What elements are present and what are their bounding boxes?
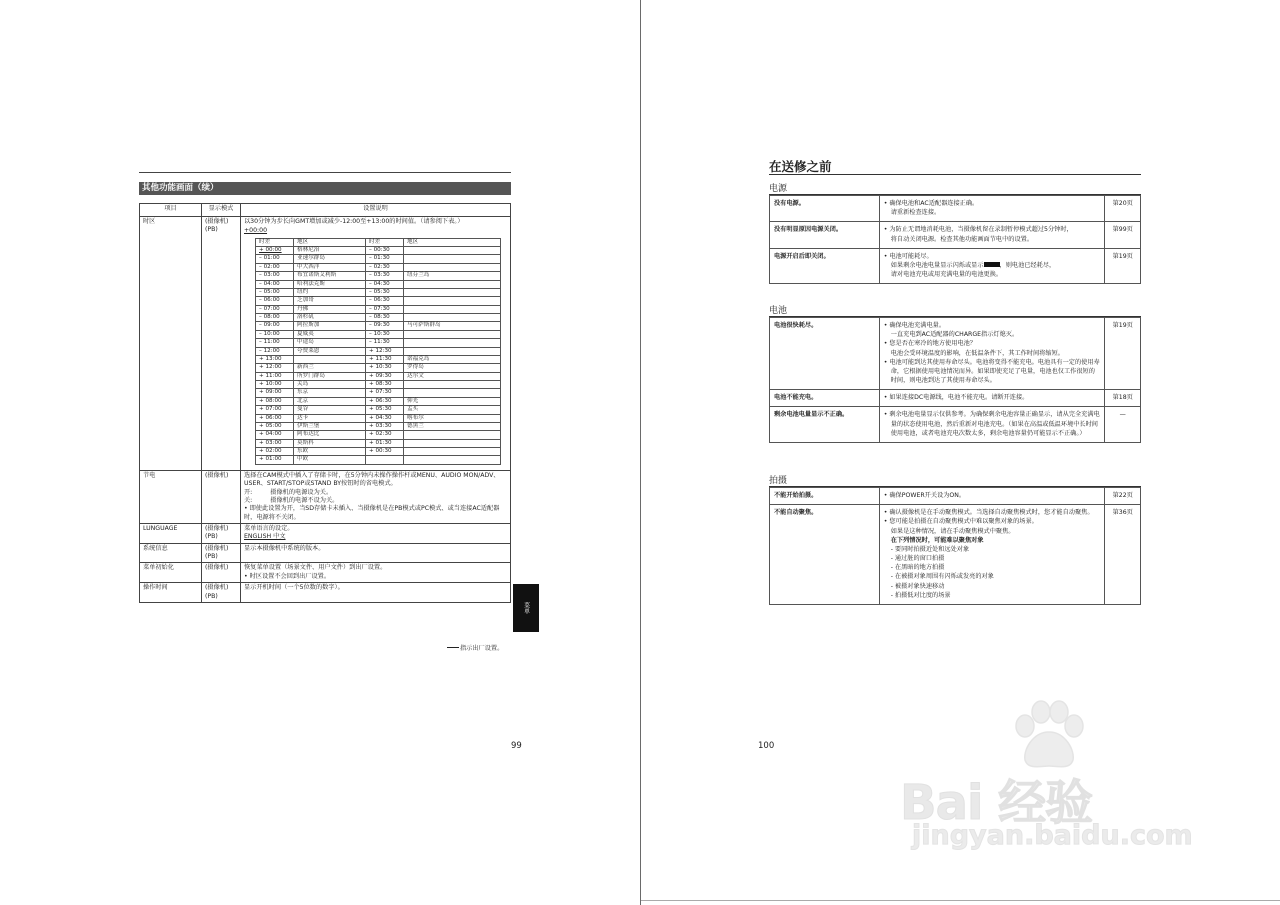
solution-line: ，则电池已经耗尽， — [999, 261, 1056, 269]
tz-region — [404, 297, 501, 305]
tz-region — [404, 439, 501, 447]
solution-line: 电池会受环境温度的影响，在低温条件下，其工作时间将缩短。 — [890, 349, 1064, 357]
tz-region — [404, 339, 501, 347]
tz-offset: – 03:30 — [366, 272, 404, 280]
solution-line: 如果剩余电池电量显示闪烁或显示 — [890, 261, 984, 269]
tz-region: 北京 — [294, 397, 366, 405]
tz-region — [404, 448, 501, 456]
solution-line: • 确认摄像机是在手动聚焦模式。当选择自动聚焦模式时，您才能自动聚焦。 — [884, 508, 1101, 517]
tz-offset: – 07:00 — [256, 305, 294, 313]
tz-offset: – 03:00 — [256, 272, 294, 280]
baidu-paw-icon — [1003, 700, 1093, 772]
power-save-on — [244, 489, 507, 497]
tz-offset: + 11:30 — [366, 355, 404, 363]
tz-region: 东京 — [294, 389, 366, 397]
tz-offset: + 12:00 — [256, 364, 294, 372]
solution-cell — [879, 390, 1105, 407]
tz-region: 伊斯兰堡 — [294, 422, 366, 430]
table-row — [770, 488, 1141, 505]
item-menu-init: 菜单初始化 — [140, 563, 202, 583]
tz-region: 中大西洋 — [294, 263, 366, 271]
tz-offset: – 02:00 — [256, 263, 294, 271]
page-ref: 第22页 — [1105, 488, 1141, 505]
solution-line: - 在被摄对象周围有闪烁或发亮的对象 — [890, 573, 994, 581]
tz-region: 哈利法克斯 — [294, 280, 366, 288]
tz-region — [404, 288, 501, 296]
solution-line: • 剩余电池电量显示仅供参考。为确保剩余电池容量正确显示，请从完全充满电量的状态使用电池，然后重新对电池充电。（如果在高温或低温环境中长时间使用电池，或者电池充电次数太多，剩余电池容量仍可能显示不正确。） — [884, 410, 1101, 438]
timezone-row — [256, 448, 501, 456]
tz-region: 丹佛 — [294, 305, 366, 313]
timezone-table-header — [256, 238, 501, 246]
underline-mark — [447, 647, 459, 648]
mode-cell — [202, 524, 241, 544]
page-ref: 第20页 — [1105, 196, 1141, 222]
tz-offset: + 09:30 — [366, 372, 404, 380]
table-header-row — [140, 204, 511, 217]
off-desc: 摄像机的电源不设为关。 — [270, 496, 339, 504]
mode-pb: (PB) — [205, 226, 218, 234]
title-rule — [769, 174, 1141, 175]
tz-offset: + 01:00 — [256, 456, 294, 464]
tz-region: 所罗门群岛 — [294, 372, 366, 380]
table-row — [770, 196, 1141, 222]
solution-line: 将自动关闭电源。检查其他功能画面节电中的设置。 — [890, 235, 1034, 243]
solution-line: • 确保电池和AC适配器连接正确。 — [884, 199, 1101, 208]
tz-offset: + 03:00 — [256, 439, 294, 447]
tz-region — [294, 355, 366, 363]
menu-init-note: • 时区设置不会回到出厂设置。 — [244, 572, 331, 580]
tz-region: 喀布尔 — [404, 414, 501, 422]
page-ref: 第19页 — [1105, 248, 1141, 284]
shooting-table — [769, 487, 1141, 605]
tz-offset: – 06:00 — [256, 297, 294, 305]
tz-region: 德黑兰 — [404, 422, 501, 430]
tz-region: 仰光 — [404, 397, 501, 405]
tz-region: 孟买 — [404, 406, 501, 414]
tz-offset: – 04:00 — [256, 280, 294, 288]
tz-region: 夏威夷 — [294, 330, 366, 338]
language-desc-cell — [241, 524, 511, 544]
timezone-row — [256, 272, 501, 280]
mode-pb: (PB) — [205, 533, 218, 541]
tz-region: 洛杉矶 — [294, 314, 366, 322]
tz-region: 纽芬兰岛 — [404, 272, 501, 280]
operation-time-desc: 显示开机时间（一个5位数的数字）。 — [241, 583, 511, 603]
timezone-row — [256, 314, 501, 322]
tz-region: 新西兰 — [294, 364, 366, 372]
solution-line: • 您可能是拍摄在自动聚焦模式中难以聚焦对象的场景。 — [884, 517, 1101, 526]
page-number: 100 — [758, 741, 775, 751]
tz-offset: + 08:00 — [256, 397, 294, 405]
tz-col-offset: 时差 — [366, 238, 404, 246]
tz-offset: + 05:00 — [256, 422, 294, 430]
solution-line: 请重新检查连接。 — [890, 209, 941, 217]
factory-default-text: 指示出厂设置。 — [460, 645, 504, 652]
tz-col-region: 地区 — [404, 238, 501, 246]
table-row — [770, 390, 1141, 407]
timezone-row — [256, 389, 501, 397]
menu-init-desc-cell — [241, 563, 511, 583]
page-ref: — — [1105, 407, 1141, 443]
tz-region: 东欧 — [294, 448, 366, 456]
tz-region — [404, 305, 501, 313]
off-label: 关: — [244, 496, 253, 504]
timezone-row — [256, 322, 501, 330]
solution-cell — [879, 318, 1105, 390]
baidu-watermark — [900, 700, 1200, 860]
timezone-row — [256, 397, 501, 405]
tz-region: 达卡 — [294, 414, 366, 422]
tz-offset: + 02:00 — [256, 448, 294, 456]
tz-region — [404, 330, 501, 338]
language-desc: 菜单语言的设定。 — [244, 525, 294, 532]
tz-offset: + 10:00 — [256, 381, 294, 389]
tz-offset: – 00:30 — [366, 247, 404, 255]
mode-camera: (摄像机) — [205, 584, 229, 592]
tz-region: 罗得岛 — [404, 364, 501, 372]
baidu-logo-text: Bai 经验 — [900, 775, 1093, 831]
power-save-note: • 即使此设置为开，当SD存储卡未插入、当摄像机是在PB模式或PC模式、或当连接AC适配器时，电源将不关闭。 — [244, 505, 500, 521]
table-row — [770, 407, 1141, 443]
timezone-row — [256, 347, 501, 355]
solution-cell — [879, 248, 1105, 284]
problem-cell: 没有明显原因电源关闭。 — [770, 222, 880, 248]
mode-camera: (摄像机) — [205, 218, 229, 225]
mode-camera: (摄像机) — [205, 525, 229, 532]
tz-region: 布宜诺斯艾利斯 — [294, 272, 366, 280]
solution-cell — [879, 488, 1105, 505]
system-info-desc: 显示本摄像机中系统的版本。 — [241, 543, 511, 563]
tz-offset: + 06:00 — [256, 414, 294, 422]
timezone-row — [256, 305, 501, 313]
tz-col-region: 地区 — [294, 238, 366, 246]
tz-offset: + 06:30 — [366, 397, 404, 405]
tz-offset: – 04:30 — [366, 280, 404, 288]
tz-region — [404, 247, 501, 255]
tz-offset: + 08:30 — [366, 381, 404, 389]
problem-cell: 不能自动聚焦。 — [770, 505, 880, 605]
timezone-row — [256, 280, 501, 288]
tz-offset: – 06:30 — [366, 297, 404, 305]
tz-region: 夸贾莱恩 — [294, 347, 366, 355]
power-save-desc: 选择在CAM模式中插入了存储卡时，在5分钟内未操作操作杆或MENU、AUDIO MON/ADV、USER、START/STOP或STAND BY按钮时的省电模式。 — [244, 471, 500, 488]
timezone-row — [256, 439, 501, 447]
tz-offset: – 05:30 — [366, 288, 404, 296]
solution-line: - 要同时拍摄近处和远处对象 — [890, 545, 970, 553]
tz-region — [404, 347, 501, 355]
timezone-row — [256, 330, 501, 338]
tz-offset: + 00:00 — [256, 247, 294, 255]
solution-cell — [879, 196, 1105, 222]
mode-camera: (摄像机) — [205, 544, 229, 552]
solution-line: • 您是否在寒冷的地方使用电池？ — [884, 339, 1101, 348]
timezone-row — [256, 381, 501, 389]
problem-cell: 电源开启后即关闭。 — [770, 248, 880, 284]
timezone-desc: 以30分钟为步长向GMT增加或减少-12:00至+13:00的时间值。（请参阅下表。） — [244, 218, 464, 225]
tz-region: 芝加哥 — [294, 297, 366, 305]
tz-offset: – 07:30 — [366, 305, 404, 313]
page-number: 99 — [511, 741, 522, 751]
battery-heading: 电池 — [769, 306, 788, 316]
menu-init-desc: 恢复菜单设置（场景文件、用户文件）到出厂设置。 — [244, 564, 387, 572]
tz-offset: – 08:30 — [366, 314, 404, 322]
mode-camera: (摄像机) — [202, 563, 241, 583]
mode-cell — [202, 543, 241, 563]
tz-region: 曼谷 — [294, 406, 366, 414]
tz-region: 亚速尔群岛 — [294, 255, 366, 263]
timezone-row — [256, 372, 501, 380]
mode-cell — [202, 583, 241, 603]
tz-offset: + 11:00 — [256, 372, 294, 380]
timezone-row — [256, 414, 501, 422]
tz-region: 关岛 — [294, 381, 366, 389]
table-row — [770, 318, 1141, 390]
solution-line: 一直充电到AC适配器的CHARGE指示灯熄灭。 — [890, 331, 1019, 339]
solution-line: • 如果连接DC电源线，电池不能充电。请断开连接。 — [884, 393, 1101, 402]
tz-region: 达尔文 — [404, 372, 501, 380]
tz-offset: – 10:30 — [366, 330, 404, 338]
solution-line: 如果是这种情况，请在手动聚焦模式中聚焦。 — [890, 527, 1015, 535]
col-header-desc: 设置说明 — [241, 204, 511, 217]
battery-empty-icon — [984, 262, 1000, 267]
page-ref: 第99页 — [1105, 222, 1141, 248]
mode-pb: (PB) — [205, 592, 218, 600]
tz-offset: – 08:00 — [256, 314, 294, 322]
problem-cell: 电池不能充电。 — [770, 390, 880, 407]
tz-offset: + 00:30 — [366, 448, 404, 456]
tz-col-offset: 时差 — [256, 238, 294, 246]
timezone-table — [255, 238, 501, 465]
tz-offset — [366, 456, 404, 464]
page-ref: 第18页 — [1105, 390, 1141, 407]
tz-offset: – 12:00 — [256, 347, 294, 355]
shooting-heading: 拍摄 — [769, 476, 788, 486]
timezone-row — [256, 247, 501, 255]
tz-offset: – 09:00 — [256, 322, 294, 330]
item-timezone: 时区 — [140, 217, 202, 471]
table-row-timezone — [140, 217, 511, 471]
problem-cell: 剩余电池电量显示不正确。 — [770, 407, 880, 443]
solution-line: • 确保电池充满电量。 — [884, 321, 1101, 330]
page-title: 在送修之前 — [769, 159, 832, 174]
item-language: LUNGUAGE — [140, 524, 202, 544]
menu-section-tab: 菜单 — [513, 584, 539, 632]
tz-offset: + 04:00 — [256, 431, 294, 439]
tz-region: 诺福克岛 — [404, 355, 501, 363]
item-power-save: 节电 — [140, 470, 202, 523]
table-row-operation-time — [140, 583, 511, 603]
solution-line: • 电池可能耗尽。 — [884, 252, 1101, 261]
tz-offset: – 01:00 — [256, 255, 294, 263]
baidu-url: jingyan.baidu.com — [912, 820, 1193, 851]
tz-offset: + 03:30 — [366, 422, 404, 430]
tz-offset: – 10:00 — [256, 330, 294, 338]
solution-line: - 拍摄低对比度的场景 — [890, 591, 951, 599]
tz-region: 阿布达比 — [294, 431, 366, 439]
problem-cell: 没有电源。 — [770, 196, 880, 222]
solution-line: • 确保POWER开关设为ON。 — [884, 491, 1101, 500]
table-row — [770, 505, 1141, 605]
on-label: 开: — [244, 488, 253, 496]
tz-region — [404, 255, 501, 263]
solution-line: - 通过脏的窗口拍摄 — [890, 555, 945, 563]
timezone-row — [256, 288, 501, 296]
solution-cell — [879, 505, 1105, 605]
table-row-language — [140, 524, 511, 544]
solution-line: - 被摄对象快速移动 — [890, 582, 945, 590]
solution-line: 请对电池充电或用充满电量的电池更换。 — [890, 271, 1003, 279]
power-heading: 电源 — [769, 184, 788, 194]
page-ref: 第19页 — [1105, 318, 1141, 390]
factory-default-note — [447, 643, 503, 652]
tz-offset: + 10:30 — [366, 364, 404, 372]
timezone-row — [256, 263, 501, 271]
tz-region — [404, 389, 501, 397]
tz-offset: + 01:30 — [366, 439, 404, 447]
item-operation-time: 操作时间 — [140, 583, 202, 603]
tz-offset: + 12:30 — [366, 347, 404, 355]
tz-region — [404, 431, 501, 439]
tz-offset: + 05:30 — [366, 406, 404, 414]
tz-region — [404, 314, 501, 322]
tz-region: 中途岛 — [294, 339, 366, 347]
col-header-item: 项目 — [140, 204, 202, 217]
timezone-row — [256, 406, 501, 414]
tz-offset: + 04:30 — [366, 414, 404, 422]
tz-offset: + 07:30 — [366, 389, 404, 397]
tz-offset: + 13:00 — [256, 355, 294, 363]
tz-region: 格林尼治 — [294, 247, 366, 255]
table-row — [770, 222, 1141, 248]
timezone-row — [256, 339, 501, 347]
solution-cell — [879, 407, 1105, 443]
tz-region — [404, 280, 501, 288]
tz-region — [404, 381, 501, 389]
problem-cell: 不能开始拍摄。 — [770, 488, 880, 505]
tz-region — [404, 456, 501, 464]
page-ref: 第36页 — [1105, 505, 1141, 605]
settings-table — [139, 203, 511, 603]
tz-region: 马可萨斯群岛 — [404, 322, 501, 330]
solution-line: • 电池可能到达其使用寿命尽头。电池将变得不能充电。电池具有一定的使用寿命，它根据使用电池情况而异。如果即使充足了电量，电池也仅工作很短的时间，则电池到达了其使用寿命尽头。 — [884, 358, 1101, 386]
tz-offset: – 01:30 — [366, 255, 404, 263]
page-gutter — [640, 0, 641, 905]
tz-offset: – 05:00 — [256, 288, 294, 296]
timezone-desc-cell — [241, 217, 511, 471]
solution-line — [884, 261, 1101, 270]
solution-line: 在下列情况时，可能难以聚焦对象 — [890, 536, 984, 544]
solution-line: - 在黑暗的地方拍摄 — [890, 564, 945, 572]
tz-region: 莫斯科 — [294, 439, 366, 447]
timezone-row — [256, 431, 501, 439]
tz-offset: + 02:30 — [366, 431, 404, 439]
tz-region — [404, 263, 501, 271]
tz-region: 中欧 — [294, 456, 366, 464]
table-row-power-save — [140, 470, 511, 523]
item-system-info: 系统信息 — [140, 543, 202, 563]
table-row — [770, 248, 1141, 284]
mode-camera: (摄像机) — [202, 470, 241, 523]
timezone-row — [256, 297, 501, 305]
table-row-menu-init — [140, 563, 511, 583]
tz-region: 阿拉斯加 — [294, 322, 366, 330]
tz-offset: – 02:30 — [366, 263, 404, 271]
tz-offset: – 11:00 — [256, 339, 294, 347]
tz-offset: – 11:30 — [366, 339, 404, 347]
timezone-row — [256, 355, 501, 363]
timezone-row — [256, 255, 501, 263]
power-save-desc-cell — [241, 470, 511, 523]
tz-offset: – 09:30 — [366, 322, 404, 330]
power-table — [769, 195, 1141, 284]
tz-region: 纽约 — [294, 288, 366, 296]
section-rule — [139, 172, 511, 173]
solution-cell — [879, 222, 1105, 248]
language-options: ENGLISH 中文 — [244, 533, 286, 541]
problem-cell: 电池很快耗尽。 — [770, 318, 880, 390]
battery-table — [769, 317, 1141, 443]
timezone-row — [256, 456, 501, 464]
timezone-row — [256, 364, 501, 372]
mode-cell — [202, 217, 241, 471]
section-title: 其他功能画面（续） — [139, 182, 511, 195]
mode-pb: (PB) — [205, 553, 218, 561]
timezone-default: +00:00 — [244, 227, 268, 235]
solution-line: • 为防止无谓地消耗电池，当摄像机留在录制暂停模式超过5分钟时， — [884, 225, 1101, 234]
table-row-system-info — [140, 543, 511, 563]
on-desc: 摄像机的电源设为关。 — [270, 488, 333, 496]
col-header-mode: 显示模式 — [202, 204, 241, 217]
tz-offset: + 09:00 — [256, 389, 294, 397]
tz-offset: + 07:00 — [256, 406, 294, 414]
timezone-table-body — [256, 247, 501, 465]
timezone-row — [256, 422, 501, 430]
